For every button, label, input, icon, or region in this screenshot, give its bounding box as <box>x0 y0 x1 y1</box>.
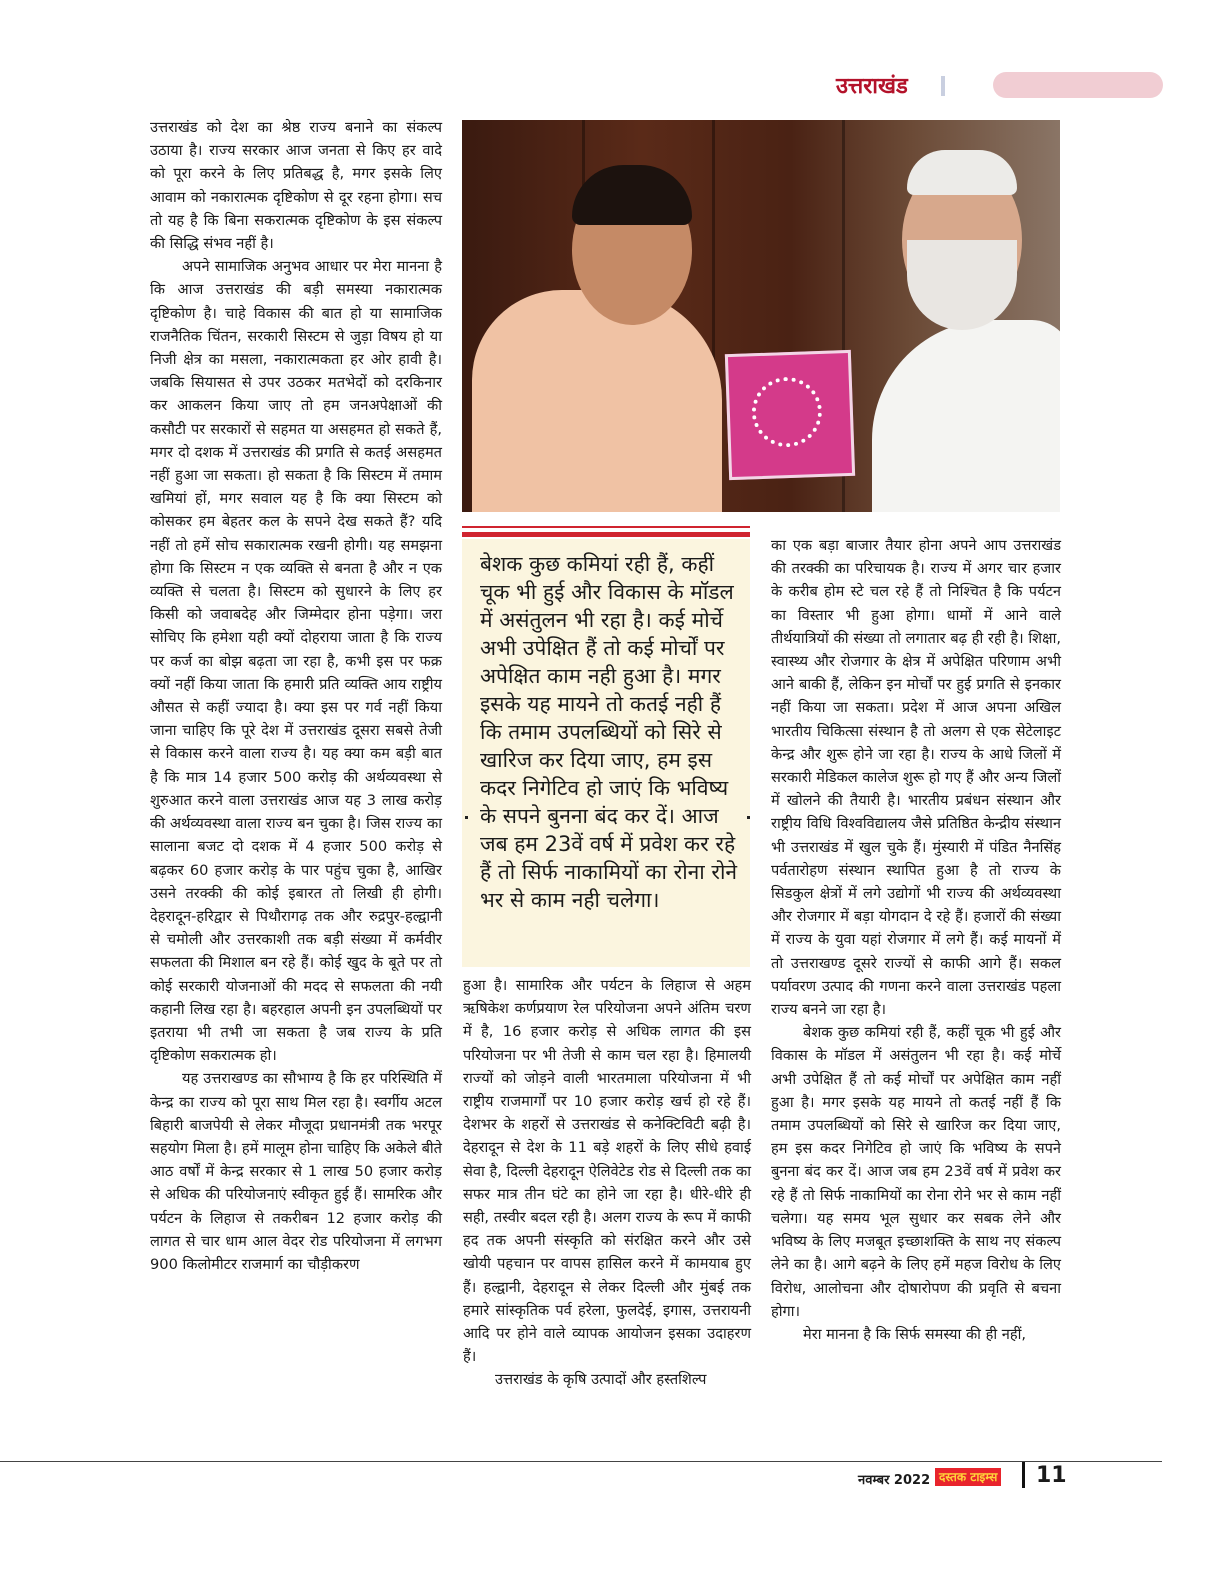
page-number: 11 <box>1036 1463 1067 1488</box>
paragraph: का एक बड़ा बाजार तैयार होना अपने आप उत्तराखंड की तरक्की का परिचायक है। राज्य में अगर चार हजार के करीब होम स्टे चल रहे हैं तो निश्चित है कि पर्यटन का विस्तार भी हुआ होगा। धामों में आने वाले तीर्थयात्रियों की संख्या तो लगातार बढ़ ही रही है। शिक्षा, स्वास्थ्य और रोजगार के क्षेत्र में अपेक्षित परिणाम अभी आने बाकी हैं, लेकिन इन मोर्चों पर हुई प्रगति से इनकार नहीं किया जा सकता। प्रदेश में आज अपना अखिल भारतीय चिकित्सा संस्थान है तो अलग से एक सेटेलाइट केन्द्र और शुरू होने जा रहा है। राज्य के आधे जिलों में सरकारी मेडिकल कालेज शुरू हो गए हैं और अन्य जिलों में खोलने की तैयारी है। भारतीय प्रबंधन संस्थान और राष्ट्रीय विधि विश्वविद्यालय जैसे प्रतिष्ठित केन्द्रीय संस्थान भी उत्तराखंड में खुल चुके हैं। मुंस्यारी में पंडित नैनसिंह पर्वतारोहण संस्थान स्थापित हुआ है तो राज्य के सिडकुल क्षेत्रों में लगे उद्योगों भी राज्य की अर्थव्यवस्था और रोजगार में बड़ा योगदान दे रहे हैं। हजारों की संख्या में राज्य के युवा यहां रोजगार में लगे हैं। कई मायनों में तो उत्तराखण्ड दूसरे राज्यों से काफी आगे हैं। सकल पर्यावरण उत्पाद की गणना करने वाला उत्तराखंड पहला राज्य बनने जा रहा है। <box>771 537 1061 1019</box>
article-column-1 <box>150 116 442 1276</box>
footer-divider <box>0 1461 1162 1462</box>
book-gift <box>725 350 855 480</box>
article-column-2 <box>463 974 751 1392</box>
paragraph: यह उत्तराखण्ड का सौभाग्य है कि हर परिस्थिति में केन्द्र का राज्य को पूरा साथ मिल रहा है। स्वर्गीय अटल बिहारी बाजपेयी से लेकर मौजूदा प्रधानमंत्री तक भरपूर सहयोग मिला है। हमें मालूम होना चाहिए कि अकेले बीते आठ वर्षों में केन्द्र सरकार से 1 लाख 50 हजार करोड़ से अधिक की परियोजनाएं स्वीकृत हुई हैं। सामरिक और पर्यटन के लिहाज से तकरीबन 12 हजार करोड़ की लागत से चार धाम आल वेदर रोड परियोजना में लगभग 900 किलोमीटर राजमार्ग का चौड़ीकरण <box>150 1070 442 1273</box>
paragraph: मेरा मानना है कि सिर्फ समस्या की ही नहीं, <box>803 1325 1027 1343</box>
paragraph: उत्तराखंड को देश का श्रेष्ठ राज्य बनाने का संकल्प उठाया है। राज्य सरकार आज जनता से किए हर वादे को पूरा करने के लिए प्रतिबद्ध है, मगर इसके लिए आवाम को नकारात्मक दृष्टिकोण से दूर रहना होगा। सच तो यह है कि बिना सकरात्मक दृष्टिकोण के इस संकल्प की सिद्धि संभव नहीं है। <box>150 119 442 253</box>
bullet-dot <box>747 816 750 819</box>
footer-issue-date: नवम्बर 2022 <box>858 1473 931 1488</box>
article-photo <box>462 120 1060 512</box>
section-divider <box>941 76 945 96</box>
pull-quote-text: बेशक कुछ कमियां रही हैं, कहीं चूक भी हुई और विकास के मॉडल में असंतुलन भी रहा है। कई मोर्चे अभी उपेक्षित हैं तो कई मोर्चों पर अपेक्षित काम नही हुआ है। मगर इसके यह मायने तो कतई नही हैं कि तमाम उपलब्धियों को सिरे से खारिज कर दिया जाए, हम इस कदर निगेटिव हो जाएं कि भविष्य के सपने बुनना बंद कर दें। आज जब हम 23वें वर्ष में प्रवेश कर रहे हैं तो सिर्फ नाकामियों का रोना रोने भर से काम नही चलेगा। <box>480 552 738 912</box>
bullet-dot <box>465 816 468 819</box>
magazine-logo: दस्तक टाइम्स <box>935 1468 1001 1486</box>
section-pill-decoration <box>993 72 1163 98</box>
paragraph: अपने सामाजिक अनुभव आधार पर मेरा मानना है कि आज उत्तराखंड की बड़ी समस्या नकारात्मक दृष्टिकोण है। चाहे विकास की बात हो या सामाजिक राजनैतिक चिंतन, सरकारी सिस्टम से जुड़ा विषय हो या निजी क्षेत्र का मसला, नकारात्मकता हर ओर हावी है। जबकि सियासत से उपर उठकर मतभेदों को दरकिनार कर आकलन किया जाए तो हम जनअपेक्षाओं की कसौटी पर सरकारों से सहमत या असहमत हो सकते हैं, मगर दो दशक में उत्तराखंड की प्रगति से कतई असहमत नहीं हुआ जा सकता। हो सकता है कि सिस्टम में तमाम खमियां हों, मगर सवाल यह है कि क्या सिस्टम को कोसकर हम बेहतर कल के सपने देख सकते हैं? यदि नहीं तो हमें सोच सकारात्मक रखनी होगी। यह समझना होगा कि सिस्टम न एक व्यक्ति से बनता है और न एक व्यक्ति से चलता है। सिस्टम को सुधारने के लिए हर किसी को जवाबदेह और जिम्मेदार होना पड़ेगा। जरा सोचिए कि हमेशा यही क्यों दोहराया जाता है कि राज्य पर कर्ज का बोझ बढ़ता जा रहा है, कभी इस पर फक्र क्यों नहीं किया जाता कि हमारी प्रति व्यक्ति आय राष्ट्रीय औसत से कहीं ज्यादा है। क्या इस पर गर्व नहीं किया जाना चाहिए कि पूरे देश में उत्तराखंड दूसरा सबसे तेजी से विकास करने वाला राज्य है। यह क्या कम बड़ी बात है कि मात्र 14 हजार 500 करोड़ की अर्थव्यवस्था से शुरुआत करने वाला उत्तराखंड आज यह 3 लाख करोड़ की अर्थव्यवस्था वाला राज्य बन चुका है। जिस राज्य का सालाना बजट दो दशक में 4 हजार 500 करोड़ से बढ़कर 60 हजार करोड़ के पार पहुंच चुका है, आखिर उसने तरक्की की कोई इबारत तो लिखी ही होगी। देहरादून-हरिद्वार से पिथौरागढ़ तक और रुद्रपुर-हल्द्वानी से चमोली और उत्तरकाशी तक बड़ी संख्या में कर्मवीर सफलता की मिशाल बन रहे हैं। कोई खुद के बूते पर तो कोई सरकारी योजनाओं की मदद से सफलता की नयी कहानी लिख रहा है। बहरहाल अपनी इन उपलब्धियों पर इतराया भी तभी जा सकता है जब राज्य के प्रति दृष्टिकोण सकरात्मक हो। <box>150 258 442 1065</box>
paragraph: बेशक कुछ कमियां रही हैं, कहीं चूक भी हुई और विकास के मॉडल में असंतुलन भी रहा है। कई मोर्चे अभी उपेक्षित हैं तो कई मोर्चों पर अपेक्षित काम नहीं हुआ है। मगर इसके यह मायने तो कतई नहीं हैं कि तमाम उपलब्धियों को सिरे से खारिज कर दिया जाए, हम इस कदर निगेटिव हो जाएं कि भविष्य के सपने बुनना बंद कर दें। आज जब हम 23वें वर्ष में प्रवेश कर रहे हैं तो सिर्फ नाकामियों का रोना रोने भर से काम नहीं चलेगा। यह समय भूल सुधार कर सबक लेने और भविष्य के लिए मजबूत इच्छाशक्ति के साथ नए संकल्प लेने का है। आगे बढ़ने के लिए हमें महज विरोध के लिए विरोध, आलोचना और दोषारोपण की प्रवृति से बचना होगा। <box>771 1024 1061 1320</box>
section-title: उत्तराखंड <box>836 74 908 99</box>
paragraph: उत्तराखंड के कृषि उत्पादों और हस्तशिल्प <box>495 1371 707 1389</box>
pull-quote-rule <box>462 526 750 528</box>
paragraph: हुआ है। सामारिक और पर्यटन के लिहाज से अहम ऋषिकेश कर्णप्रयाण रेल परियोजना अपने अंतिम चरण में है, 16 हजार करोड़ से अधिक लागत की इस परियोजना पर भी तेजी से काम चल रहा है। हिमालयी राज्यों को जोड़ने वाली भारतमाला परियोजना में भी राष्ट्रीय राजमार्गों पर 10 हजार करोड़ खर्च हो रहे हैं। देशभर के शहरों से उत्तराखंड से कनेक्टिविटी बढ़ी है। देहरादून से देश के 11 बड़े शहरों के लिए सीधे हवाई सेवा है, दिल्ली देहरादून ऐलिवेटेड रोड से दिल्ली तक का सफर मात्र तीन घंटे का होने जा रहा है। धीरे-धीरे ही सही, तस्वीर बदल रही है। अलग राज्य के रूप में काफी हद तक अपनी संस्कृति को संरक्षित करने और उसे खोयी पहचान पर वापस हासिल करने में कामयाब हुए हैं। हल्द्वानी, देहरादून से लेकर दिल्ली और मुंबई तक हमारे सांस्कृतिक पर्व हरेला, फुलदेई, इगास, उत्तरायनी आदि पर होने वाले व्यापक आयोजन इसका उदाहरण हैं। <box>463 977 751 1366</box>
footer-separator <box>1022 1462 1025 1488</box>
pull-quote-rule <box>462 532 750 537</box>
article-column-3 <box>771 534 1061 1346</box>
